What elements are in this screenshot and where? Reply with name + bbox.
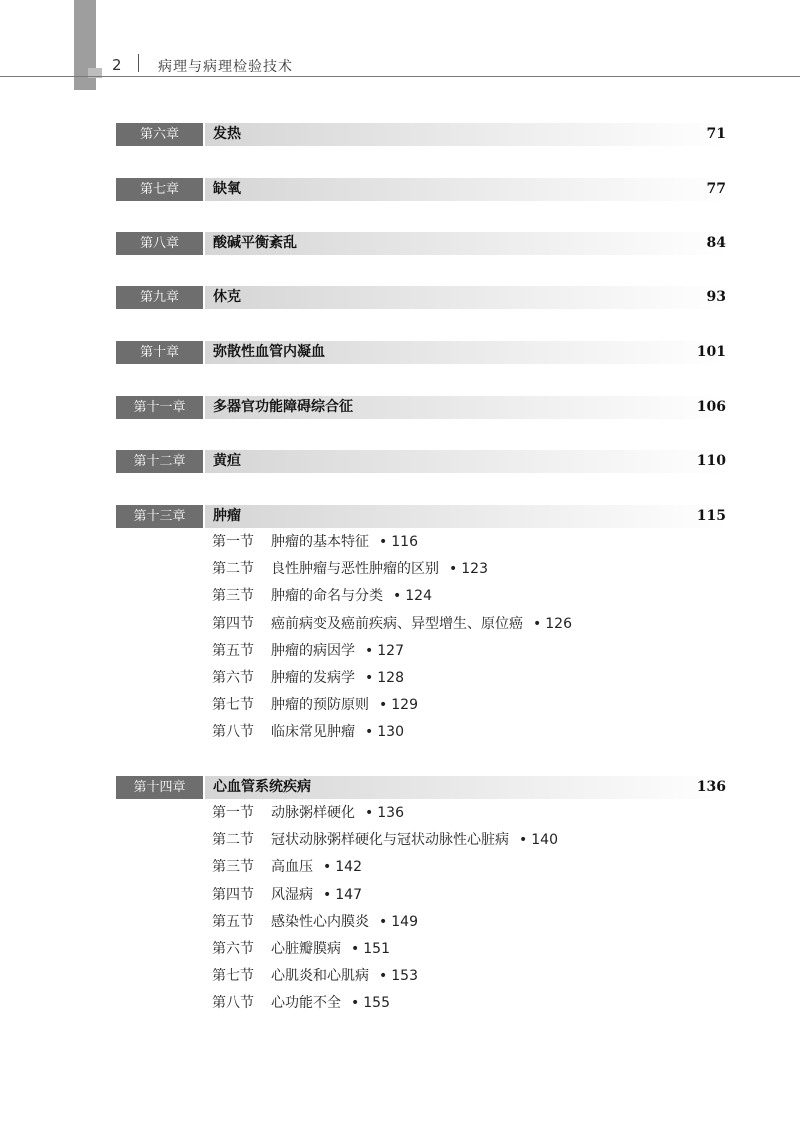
chapter-page: 71	[706, 126, 726, 142]
section-title: 肿瘤的病因学	[271, 642, 355, 659]
section-page: 136	[377, 805, 404, 821]
section-page: 126	[545, 615, 572, 632]
bullet-icon: •	[351, 941, 360, 957]
chapter-page: 93	[706, 289, 726, 305]
section-page: 130	[377, 724, 404, 741]
chapter-label: 第六章	[116, 123, 203, 146]
section-number: 第一节	[212, 534, 254, 550]
section-entry[interactable]	[212, 695, 418, 715]
section-page: 153	[391, 968, 418, 985]
chapter-page: 136	[696, 779, 726, 795]
section-number: 第八节	[212, 724, 254, 741]
section-entry[interactable]	[212, 993, 390, 1013]
section-page: 116	[391, 534, 418, 550]
section-entry[interactable]	[212, 532, 418, 552]
section-title: 肿瘤的命名与分类	[271, 588, 383, 605]
section-entry[interactable]	[212, 939, 390, 959]
section-number: 第四节	[212, 615, 254, 632]
chapter-entry[interactable]	[116, 396, 728, 419]
chapter-title: 缺氧	[213, 181, 241, 197]
chapter-label: 第十章	[116, 341, 203, 364]
chapter-page: 84	[706, 235, 726, 251]
chapter-title: 肿瘤	[213, 508, 241, 524]
chapter-label: 第七章	[116, 178, 203, 201]
chapter-entry[interactable]	[116, 450, 728, 473]
chapter-title: 心血管系统疾病	[213, 779, 311, 795]
section-entry[interactable]	[212, 803, 404, 823]
section-title: 癌前病变及癌前疾病、异型增生、原位癌	[271, 615, 523, 632]
chapter-entry[interactable]	[116, 123, 728, 146]
chapter-title: 黄疸	[213, 453, 241, 469]
bullet-icon: •	[323, 859, 332, 876]
chapter-title: 多器官功能障碍综合征	[213, 399, 353, 415]
section-number: 第三节	[212, 588, 254, 605]
section-entry[interactable]	[212, 912, 418, 932]
section-page: 128	[377, 670, 404, 686]
section-entry[interactable]	[212, 885, 362, 905]
bullet-icon: •	[379, 534, 388, 550]
section-title: 心功能不全	[271, 995, 341, 1012]
section-number: 第二节	[212, 561, 254, 578]
section-number: 第七节	[212, 697, 254, 714]
section-title: 肿瘤的预防原则	[271, 697, 369, 714]
bullet-icon: •	[365, 642, 374, 659]
chapter-label: 第十一章	[116, 396, 203, 419]
chapter-label: 第十三章	[116, 505, 203, 528]
section-entry[interactable]	[212, 586, 432, 606]
bullet-icon: •	[379, 968, 388, 985]
section-page: 142	[335, 859, 362, 876]
section-number: 第八节	[212, 995, 254, 1012]
section-page: 151	[363, 941, 390, 957]
chapter-title: 弥散性血管内凝血	[213, 344, 325, 360]
chapter-label: 第十四章	[116, 776, 203, 799]
book-title: 病理与病理检验技术	[158, 59, 293, 75]
chapter-entry[interactable]	[116, 232, 728, 255]
chapter-title: 休克	[213, 289, 241, 305]
section-title: 肿瘤的发病学	[271, 670, 355, 686]
page-number: 2	[112, 56, 122, 74]
section-title: 肿瘤的基本特征	[271, 534, 369, 550]
section-entry[interactable]	[212, 722, 404, 742]
bullet-icon: •	[365, 805, 374, 821]
bullet-icon: •	[351, 995, 360, 1012]
chapter-entry[interactable]	[116, 776, 728, 799]
bullet-icon: •	[449, 561, 458, 578]
section-entry[interactable]	[212, 966, 418, 986]
section-number: 第四节	[212, 886, 254, 903]
section-title: 临床常见肿瘤	[271, 724, 355, 741]
section-title: 动脉粥样硬化	[271, 805, 355, 821]
chapter-entry[interactable]	[116, 341, 728, 364]
chapter-page: 77	[706, 181, 726, 197]
section-number: 第二节	[212, 832, 254, 849]
section-number: 第一节	[212, 805, 254, 821]
section-page: 127	[377, 642, 404, 659]
chapter-entry[interactable]	[116, 505, 728, 528]
section-page: 155	[363, 995, 390, 1012]
section-entry[interactable]	[212, 857, 362, 877]
section-title: 感染性心内膜炎	[271, 913, 369, 930]
section-title: 心脏瓣膜病	[271, 941, 341, 957]
section-page: 123	[461, 561, 488, 578]
bullet-icon: •	[393, 588, 402, 605]
bullet-icon: •	[379, 913, 388, 930]
section-page: 140	[531, 832, 558, 849]
chapter-bar	[205, 450, 728, 473]
chapter-bar	[205, 505, 728, 528]
section-number: 第六节	[212, 670, 254, 686]
chapter-label: 第十二章	[116, 450, 203, 473]
section-page: 147	[335, 886, 362, 903]
chapter-entry[interactable]	[116, 178, 728, 201]
header-rule	[0, 76, 800, 77]
chapter-page: 101	[696, 344, 726, 360]
chapter-title: 酸碱平衡紊乱	[213, 235, 297, 251]
section-entry[interactable]	[212, 614, 572, 634]
chapter-label: 第八章	[116, 232, 203, 255]
chapter-bar	[205, 286, 728, 309]
section-entry[interactable]	[212, 830, 558, 850]
section-number: 第五节	[212, 913, 254, 930]
bullet-icon: •	[533, 615, 542, 632]
bullet-icon: •	[379, 697, 388, 714]
bullet-icon: •	[365, 670, 374, 686]
section-entry[interactable]	[212, 559, 488, 579]
section-number: 第六节	[212, 941, 254, 957]
bullet-icon: •	[365, 724, 374, 741]
chapter-entry[interactable]	[116, 286, 728, 309]
section-page: 129	[391, 697, 418, 714]
section-title: 冠状动脉粥样硬化与冠状动脉性心脏病	[271, 832, 509, 849]
chapter-title: 发热	[213, 126, 241, 142]
section-page: 124	[405, 588, 432, 605]
section-number: 第五节	[212, 642, 254, 659]
chapter-page: 106	[696, 399, 726, 415]
section-title: 风湿病	[271, 886, 313, 903]
section-entry[interactable]	[212, 668, 404, 688]
chapter-bar	[205, 178, 728, 201]
section-title: 高血压	[271, 859, 313, 876]
chapter-label: 第九章	[116, 286, 203, 309]
section-page: 149	[391, 913, 418, 930]
chapter-page: 115	[696, 508, 726, 524]
section-number: 第七节	[212, 968, 254, 985]
section-entry[interactable]	[212, 641, 404, 661]
chapter-bar	[205, 123, 728, 146]
section-number: 第三节	[212, 859, 254, 876]
chapter-page: 110	[696, 453, 726, 469]
bullet-icon: •	[323, 886, 332, 903]
section-title: 良性肿瘤与恶性肿瘤的区别	[271, 561, 439, 578]
section-title: 心肌炎和心肌病	[271, 968, 369, 985]
bullet-icon: •	[519, 832, 528, 849]
header-separator	[138, 54, 139, 72]
